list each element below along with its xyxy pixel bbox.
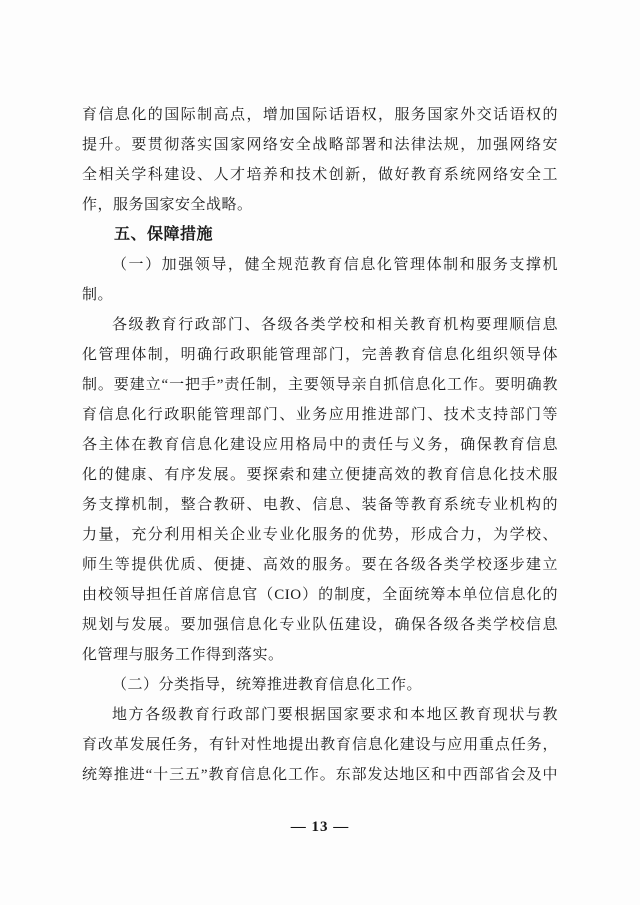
paragraph-leadership-line: 各主体在教育信息化建设应用格局中的责任与义务，确保教育信息 — [82, 437, 558, 453]
page-footer — [82, 812, 558, 842]
section-heading: 五、保障措施 — [114, 226, 214, 243]
subsection-1-heading-line: （一）加强领导，健全规范教育信息化管理体制和服务支撑机 — [112, 257, 558, 273]
para-continuation-line: 全相关学科建设、人才培养和技术创新，做好教育系统网络安全工 — [82, 167, 558, 183]
subsection-2-heading-line: （二）分类指导，统筹推进教育信息化工作。 — [112, 677, 423, 693]
paragraph-leadership-line: 各级教育行政部门、各级各类学校和相关教育机构要理顺信息 — [112, 317, 558, 333]
paragraph-leadership-line: 师生等提供优质、便捷、高效的服务。要在各级各类学校逐步建立 — [82, 557, 558, 573]
paragraph-leadership-line: 化管理与服务工作得到落实。 — [82, 647, 284, 663]
paragraph-leadership-line: 化的健康、有序发展。要探索和建立便捷高效的教育信息化技术服 — [82, 467, 558, 483]
paragraph-guidance-line: 统筹推进“十三五”教育信息化工作。东部发达地区和中西部省会及中 — [82, 767, 558, 783]
paragraph-leadership-line: 务支撑机制，整合教研、电教、信息、装备等教育系统专业机构的 — [82, 497, 558, 513]
para-continuation-line: 作，服务国家安全战略。 — [82, 197, 253, 213]
document-body — [82, 100, 558, 790]
paragraph-leadership-line: 化管理体制，明确行政职能管理部门，完善教育信息化组织领导体 — [82, 347, 558, 363]
para-continuation-line: 育信息化的国际制高点，增加国际话语权，服务国家外交话语权的 — [82, 107, 558, 123]
paragraph-leadership-line: 规划与发展。要加强信息化专业队伍建设，确保各级各类学校信息 — [82, 617, 558, 633]
paragraph-guidance-line: 地方各级教育行政部门要根据国家要求和本地区教育现状与教 — [112, 707, 558, 723]
paragraph-leadership-line: 由校领导担任首席信息官（CIO）的制度，全面统筹本单位信息化的 — [82, 587, 558, 603]
para-continuation-line: 提升。要贯彻落实国家网络安全战略部署和法律法规，加强网络安 — [82, 137, 558, 153]
paragraph-guidance-line: 育改革发展任务，有针对性地提出教育信息化建设与应用重点任务， — [82, 737, 558, 753]
page-number: — 13 — — [290, 819, 350, 835]
paragraph-leadership-line: 育信息化行政职能管理部门、业务应用推进部门、技术支持部门等 — [82, 407, 558, 423]
paragraph-leadership-line: 制。要建立“一把手”责任制，主要领导亲自抓信息化工作。要明确教 — [82, 377, 558, 393]
subsection-1-heading-line: 制。 — [82, 287, 114, 303]
paragraph-leadership-line: 力量，充分利用相关企业专业化服务的优势，形成合力，为学校、 — [82, 527, 558, 543]
